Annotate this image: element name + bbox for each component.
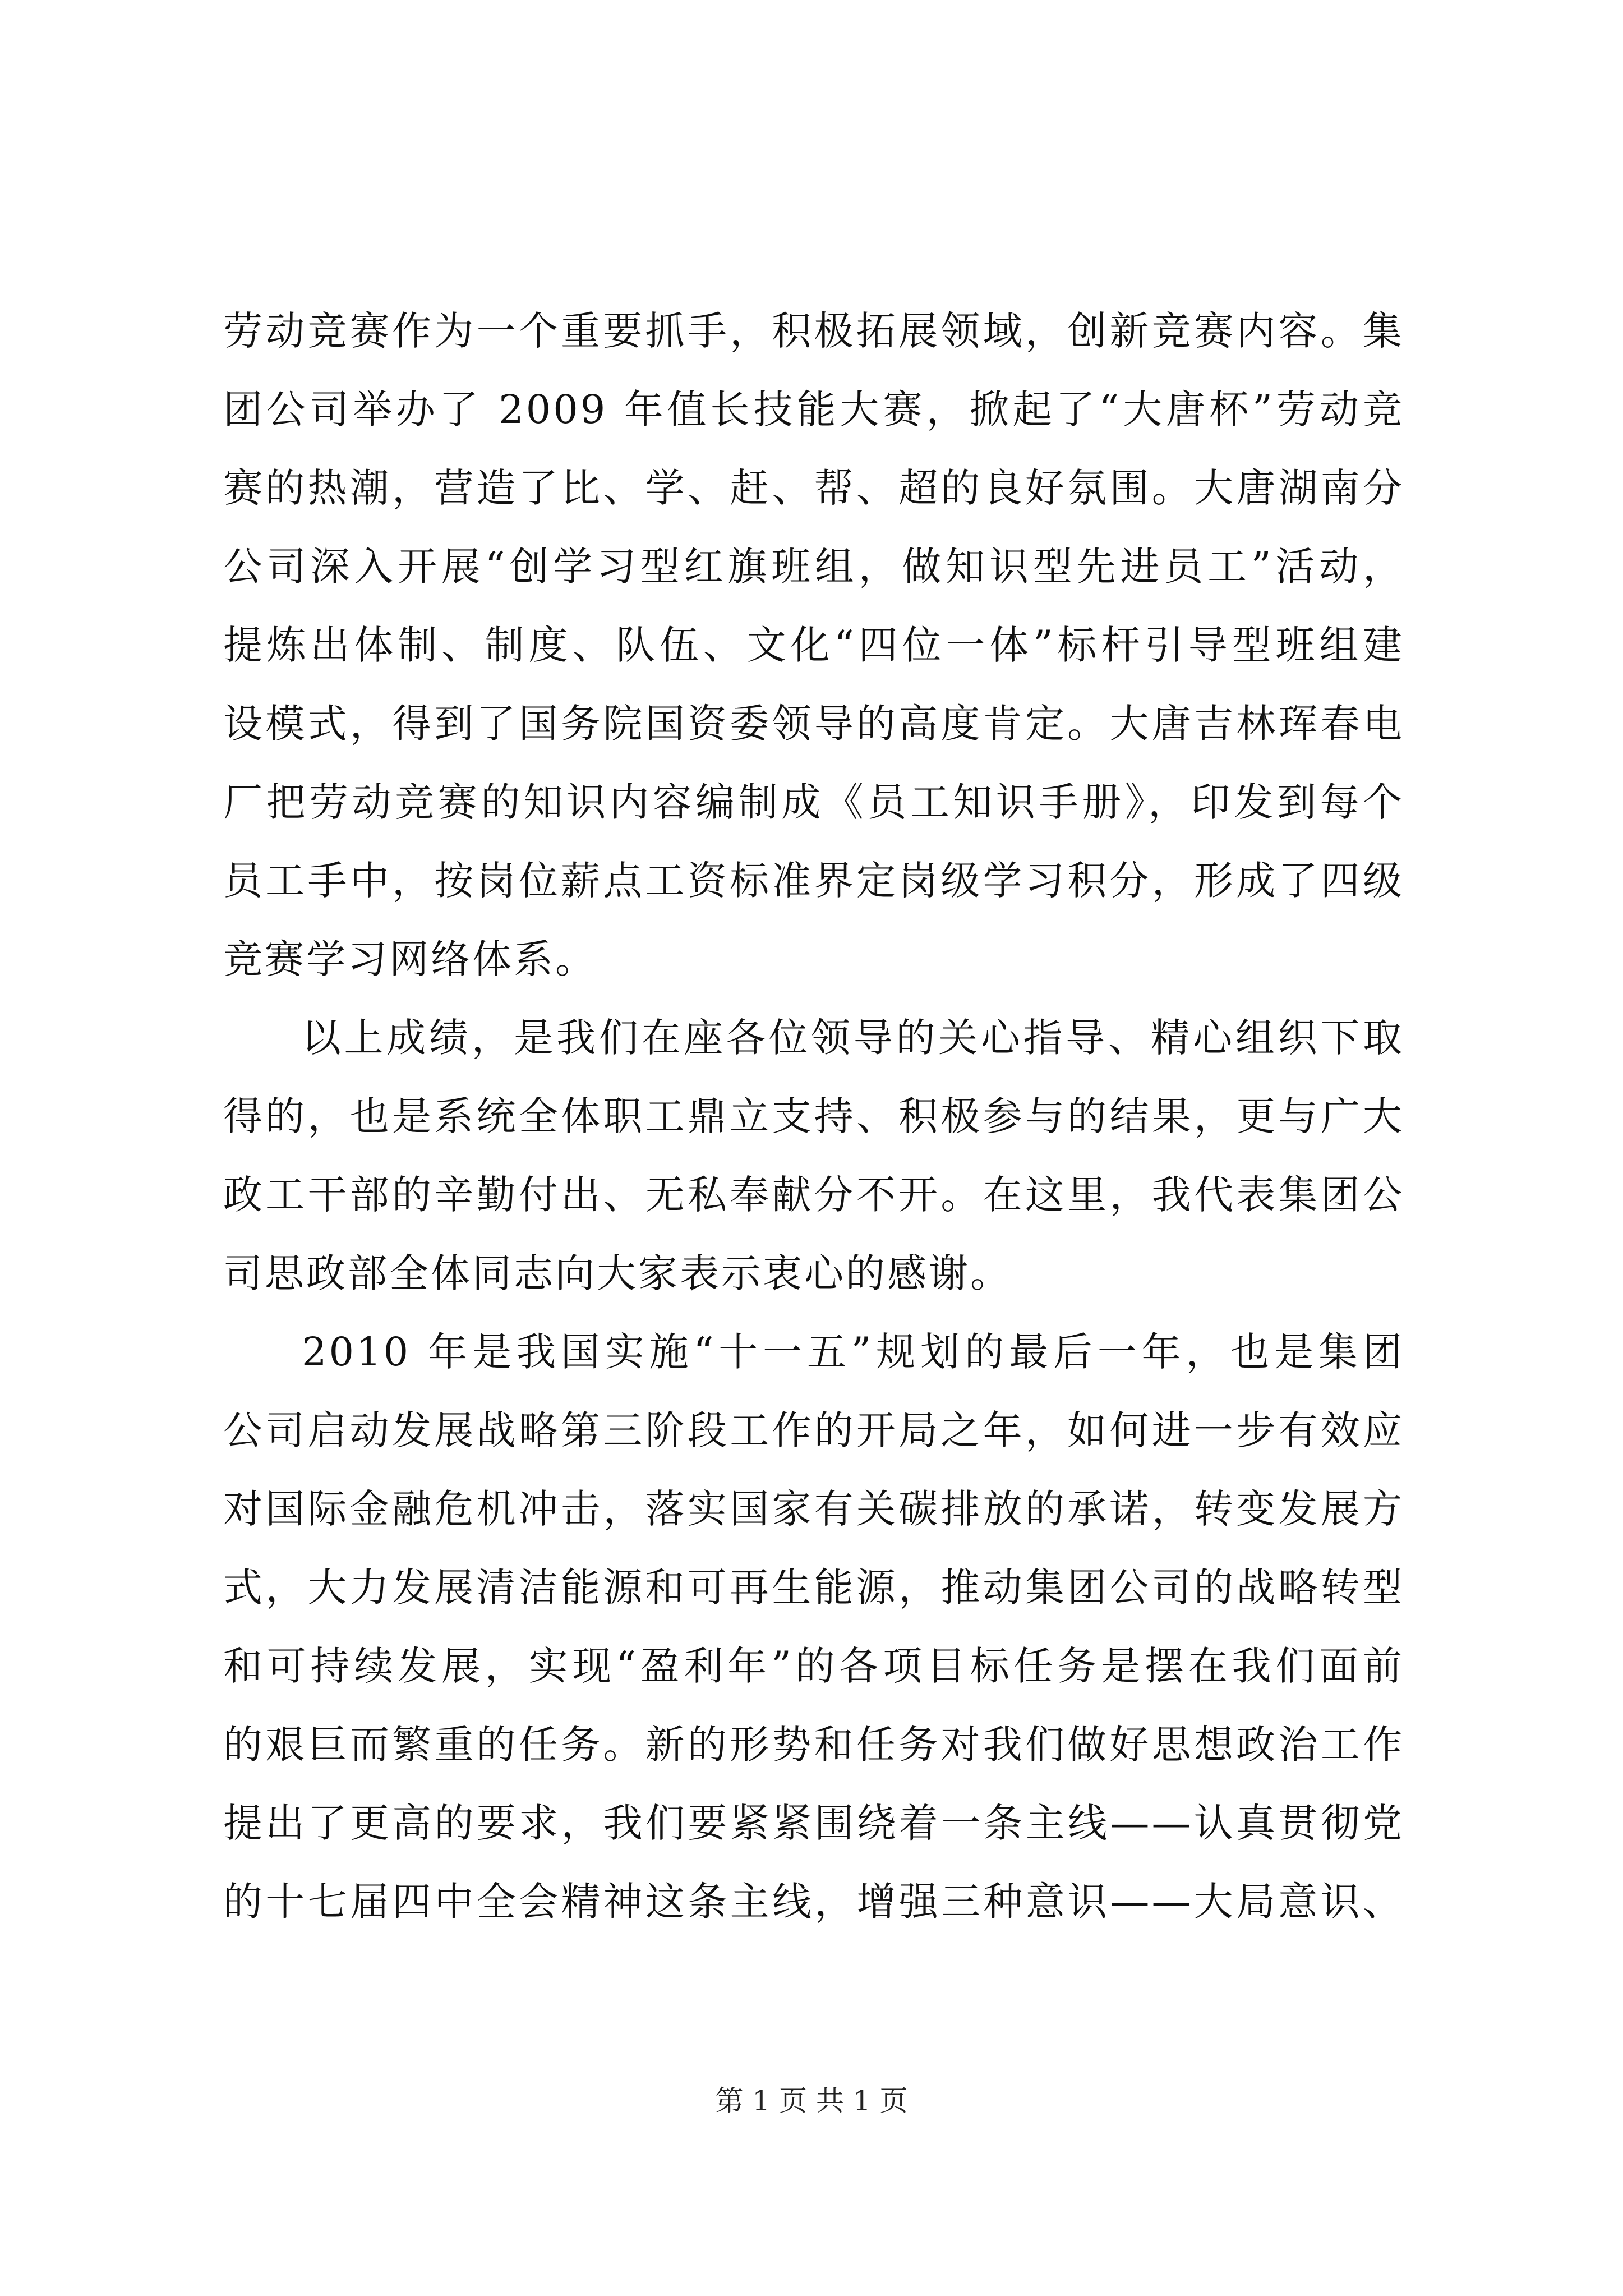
- text-line: 公司启动发展战略第三阶段工作的开局之年，如何进一步有效应: [223, 1407, 1404, 1453]
- text-line: 员工手中，按岗位薪点工资标准界定岗级学习积分，形成了四级: [223, 858, 1404, 904]
- body-text: [223, 0, 1404, 2098]
- text-line: 设模式，得到了国务院国资委领导的高度肯定。大唐吉林珲春电: [223, 701, 1404, 747]
- text-line: 司思政部全体同志向大家表示衷心的感谢。: [223, 1250, 1012, 1296]
- text-line: 和可持续发展，实现“盈利年”的各项目标任务是摆在我们面前: [223, 1643, 1404, 1689]
- paragraph-first-line: 2010 年是我国实施“十一五”规划的最后一年，也是集团: [302, 1329, 1404, 1375]
- text-line: 提炼出体制、制度、队伍、文化“四位一体”标杆引导型班组建: [223, 622, 1404, 668]
- text-line: 厂把劳动竞赛的知识内容编制成《员工知识手册》，印发到每个: [223, 779, 1404, 825]
- text-line: 的艰巨而繁重的任务。新的形势和任务对我们做好思想政治工作: [223, 1722, 1404, 1768]
- text-line: 公司深入开展“创学习型红旗班组，做知识型先进员工”活动，: [223, 544, 1404, 590]
- text-line: 式，大力发展清洁能源和可再生能源，推动集团公司的战略转型: [223, 1565, 1404, 1611]
- text-line: 赛的热潮，营造了比、学、赶、帮、超的良好氛围。大唐湖南分: [223, 465, 1404, 511]
- text-line: 的十七届四中全会精神这条主线，增强三种意识——大局意识、: [223, 1879, 1404, 1925]
- text-line: 劳动竞赛作为一个重要抓手，积极拓展领域，创新竞赛内容。集: [223, 308, 1404, 354]
- text-line: 提出了更高的要求，我们要紧紧围绕着一条主线——认真贯彻党: [223, 1800, 1404, 1846]
- text-line: 得的，也是系统全体职工鼎立支持、积极参与的结果，更与广大: [223, 1093, 1404, 1139]
- text-line: 团公司举办了 2009 年值长技能大赛，掀起了“大唐杯”劳动竞: [223, 386, 1404, 432]
- text-line: 竞赛学习网络体系。: [223, 936, 597, 982]
- text-line: 对国际金融危机冲击，落实国家有关碳排放的承诺，转变发展方: [223, 1486, 1404, 1532]
- text-line: 政工干部的辛勤付出、无私奉献分不开。在这里，我代表集团公: [223, 1172, 1404, 1218]
- page-number-footer: 第 1 页 共 1 页: [715, 2085, 908, 2117]
- paragraph-first-line: 以上成绩，是我们在座各位领导的关心指导、精心组织下取: [302, 1015, 1404, 1061]
